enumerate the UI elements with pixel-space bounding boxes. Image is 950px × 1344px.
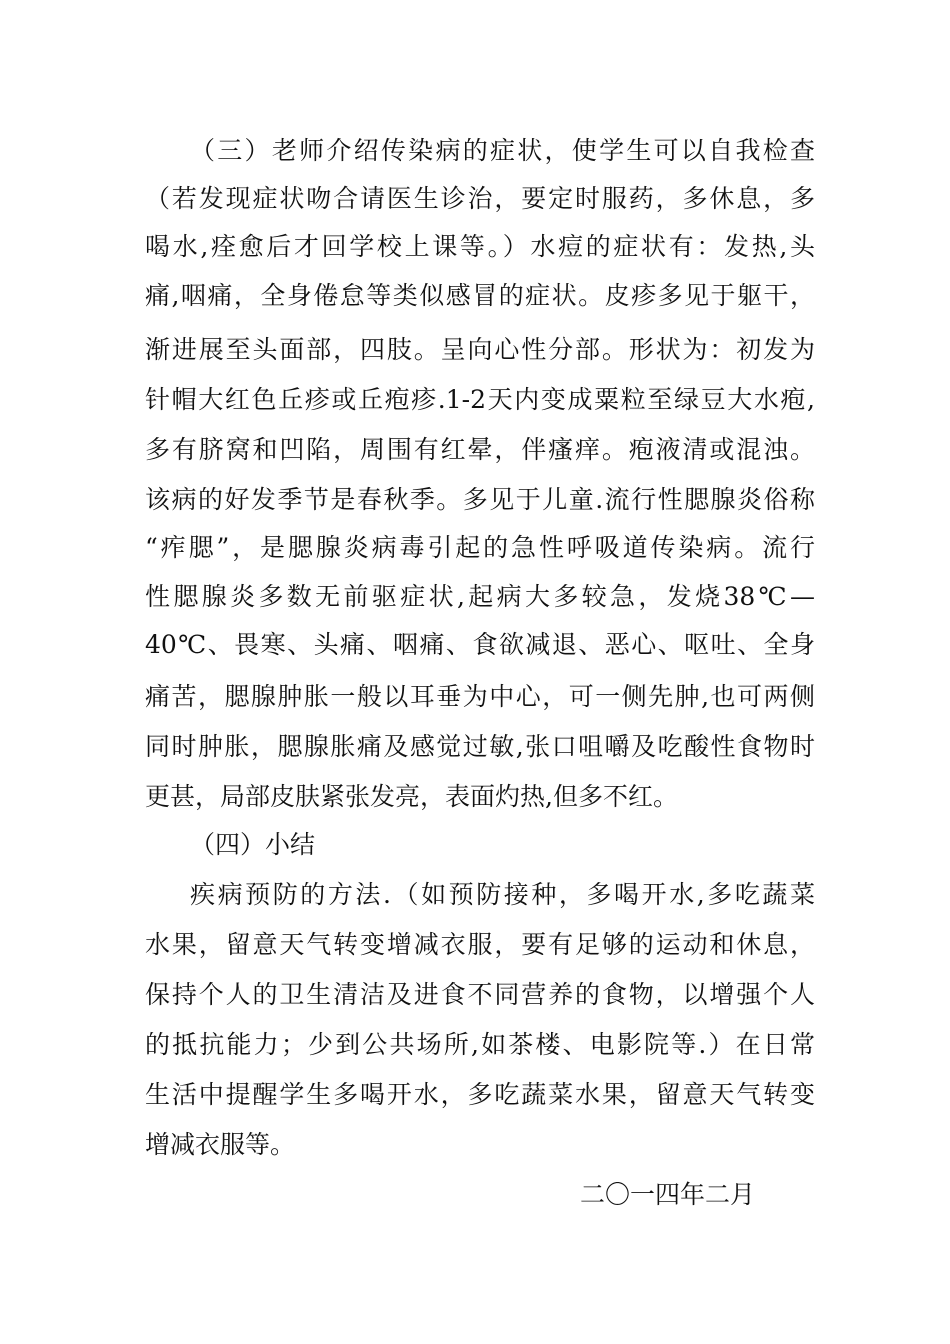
- paragraph-line: 痛苦，腮腺肿胀一般以耳垂为中心，可一侧先肿,也可两侧: [145, 682, 815, 711]
- paragraph-line: 疾病预防的方法.（如预防接种，多喝开水,多吃蔬菜: [190, 880, 815, 909]
- paragraph-line: 水果，留意天气转变增减衣服，要有足够的运动和休息，: [145, 930, 815, 959]
- paragraph-line: 40℃、畏寒、头痛、咽痛、食欲减退、恶心、呕吐、全身: [145, 630, 815, 659]
- paragraph-line: （若发现症状吻合请医生诊治，要定时服药，多休息，多: [145, 184, 815, 213]
- paragraph-line: 同时肿胀，腮腺胀痛及感觉过敏,张口咀嚼及吃酸性食物时: [145, 732, 815, 761]
- paragraph-line: （三）老师介绍传染病的症状，使学生可以自我检查: [190, 136, 815, 165]
- paragraph-line: 针帽大红色丘疹或丘疱疹.1-2天内变成粟粒至绿豆大水疱,: [145, 385, 815, 414]
- paragraph-line: 增减衣服等。: [145, 1130, 296, 1159]
- paragraph-line: 生活中提醒学生多喝开水，多吃蔬菜水果，留意天气转变: [145, 1080, 815, 1109]
- paragraph-line: 喝水,痊愈后才回学校上课等。）水痘的症状有：发热,头: [145, 232, 815, 261]
- section-heading: （四）小结: [190, 830, 316, 859]
- paragraph-line: 多有脐窝和凹陷，周围有红晕，伴瘙痒。疱液清或混浊。: [145, 435, 815, 464]
- paragraph-line: 痛,咽痛，全身倦怠等类似感冒的症状。皮疹多见于躯干，: [145, 281, 815, 310]
- paragraph-line: 的抵抗能力；少到公共场所,如茶楼、电影院等.）在日常: [145, 1030, 815, 1059]
- paragraph-line: “痄腮”，是腮腺炎病毒引起的急性呼吸道传染病。流行: [145, 533, 815, 562]
- paragraph-line: 该病的好发季节是春秋季。多见于儿童.流行性腮腺炎俗称: [145, 485, 815, 514]
- paragraph-line: 渐进展至头面部，四肢。呈向心性分部。形状为：初发为: [145, 335, 815, 364]
- paragraph-line: 性腮腺炎多数无前驱症状,起病大多较急，发烧38℃—: [145, 582, 815, 611]
- paragraph-line: 保持个人的卫生清洁及进食不同营养的食物，以增强个人: [145, 980, 815, 1009]
- document-date: 二〇一四年二月: [580, 1180, 756, 1209]
- paragraph-line: 更甚，局部皮肤紧张发亮，表面灼热,但多不红。: [145, 782, 678, 811]
